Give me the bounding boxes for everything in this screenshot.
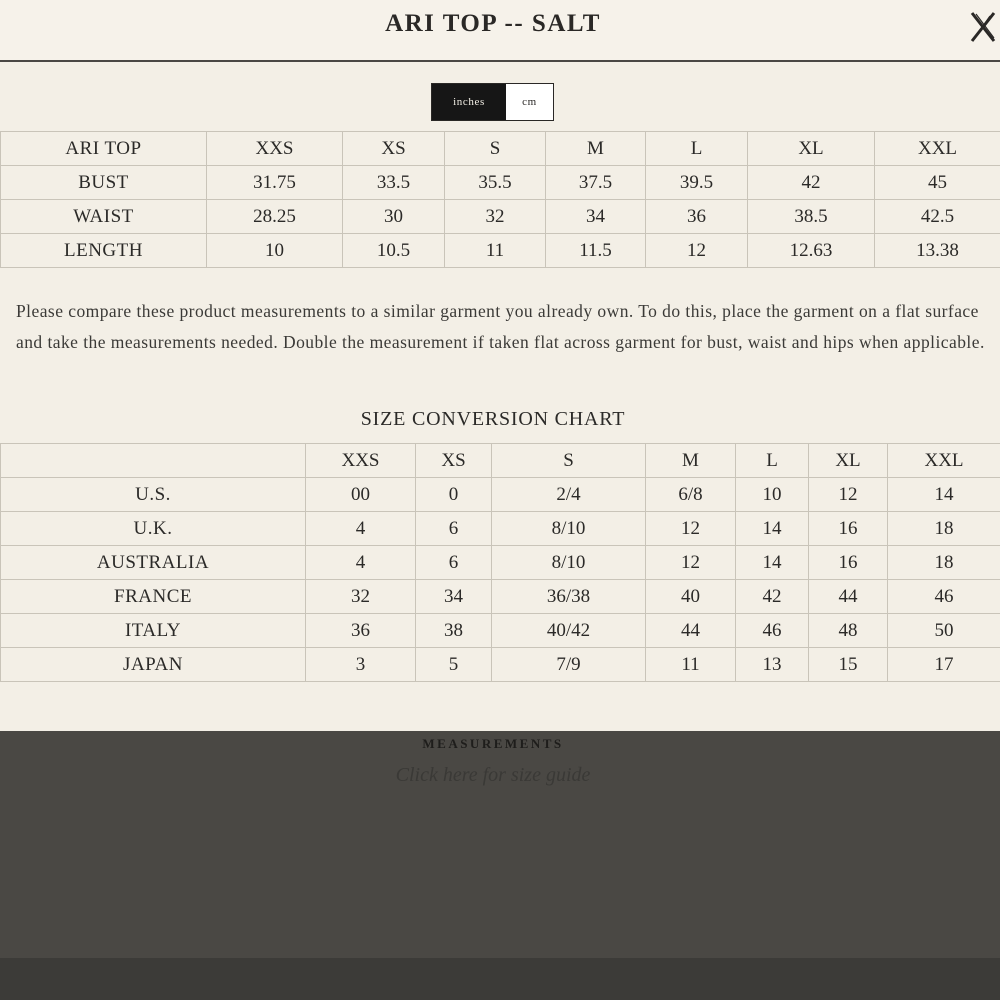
table-cell: 32 [306, 580, 416, 614]
table-cell: 10 [207, 234, 343, 268]
table-cell: 12 [646, 234, 748, 268]
row-label: BUST [1, 166, 207, 200]
table-cell: 14 [736, 512, 809, 546]
table-cell: 4 [306, 512, 416, 546]
table-cell: 16 [809, 512, 888, 546]
row-label: AUSTRALIA [1, 546, 306, 580]
size-header: XS [343, 132, 445, 166]
table-cell: 6/8 [646, 478, 736, 512]
table-cell: 0 [416, 478, 492, 512]
table-cell: 12 [809, 478, 888, 512]
table-cell: 6 [416, 512, 492, 546]
table-row [1, 614, 1000, 648]
table-row [1, 580, 1000, 614]
table-cell: 46 [736, 614, 809, 648]
size-header: L [646, 132, 748, 166]
table-cell: 34 [416, 580, 492, 614]
row-label: LENGTH [1, 234, 207, 268]
table-row [1, 512, 1000, 546]
table-cell: 11 [445, 234, 546, 268]
table-cell: 7/9 [492, 648, 646, 682]
table-cell: 11.5 [546, 234, 646, 268]
table-cell: 18 [888, 512, 1000, 546]
table-cell: 6 [416, 546, 492, 580]
table-cell: 4 [306, 546, 416, 580]
table-cell: 42 [736, 580, 809, 614]
table-cell: 37.5 [546, 166, 646, 200]
unit-toggle [431, 83, 554, 121]
table-cell: 34 [546, 200, 646, 234]
size-header: S [445, 132, 546, 166]
table-row [1, 648, 1000, 682]
row-label: U.K. [1, 512, 306, 546]
table-cell: 44 [809, 580, 888, 614]
table-cell: 13.38 [875, 234, 1000, 268]
size-header: L [736, 444, 809, 478]
table-cell: 10 [736, 478, 809, 512]
table-cell: 48 [809, 614, 888, 648]
modal-title: ARI TOP -- SALT [385, 10, 601, 37]
table-row [1, 166, 1000, 200]
table-cell: 11 [646, 648, 736, 682]
table-cell: 30 [343, 200, 445, 234]
measurement-instructions: Please compare these product measurements to a similar garment you already own. To do this, place the garment on a flat surface and take the measurements needed. Double the measurement if taken flat across garment for bust, waist and hips when applicable. [16, 301, 985, 352]
table-cell: 50 [888, 614, 1000, 648]
size-header: XL [809, 444, 888, 478]
table-cell: 40 [646, 580, 736, 614]
table-cell: 28.25 [207, 200, 343, 234]
table-cell: 18 [888, 546, 1000, 580]
row-label: U.S. [1, 478, 306, 512]
table-cell: 14 [888, 478, 1000, 512]
table-cell: 39.5 [646, 166, 748, 200]
table-cell: 15 [809, 648, 888, 682]
table-cell: 42.5 [875, 200, 1000, 234]
table-cell: 46 [888, 580, 1000, 614]
unit-cm-button[interactable]: cm [506, 84, 553, 120]
size-header: XL [748, 132, 875, 166]
table-header-row [1, 444, 1000, 478]
table-cell: 32 [445, 200, 546, 234]
row-label: ITALY [1, 614, 306, 648]
table-cell: 12 [646, 546, 736, 580]
size-guide-link[interactable]: Click here for size guide [395, 764, 591, 786]
table-cell: 36/38 [492, 580, 646, 614]
table-header-row [1, 132, 1000, 166]
row-label: FRANCE [1, 580, 306, 614]
table-cell: 35.5 [445, 166, 546, 200]
table-cell: 8/10 [492, 512, 646, 546]
table-cell: 31.75 [207, 166, 343, 200]
table-cell: 13 [736, 648, 809, 682]
size-header: XXL [875, 132, 1000, 166]
table-cell: 2/4 [492, 478, 646, 512]
table-cell: 10.5 [343, 234, 445, 268]
modal-header [0, 0, 1000, 62]
table-cell: 12.63 [748, 234, 875, 268]
conversion-chart-title: SIZE CONVERSION CHART [360, 408, 626, 430]
table-cell: 36 [646, 200, 748, 234]
unit-inches-button[interactable]: inches [432, 84, 506, 120]
measurements-table [0, 131, 1000, 268]
page-footer-strip [0, 958, 1000, 1000]
size-header: XXS [207, 132, 343, 166]
size-header: S [492, 444, 646, 478]
table-cell: 44 [646, 614, 736, 648]
table-cell: 38.5 [748, 200, 875, 234]
size-header: M [546, 132, 646, 166]
row-label: WAIST [1, 200, 207, 234]
table-cell: 5 [416, 648, 492, 682]
row-label: JAPAN [1, 648, 306, 682]
table-cell: 38 [416, 614, 492, 648]
close-button[interactable] [968, 10, 998, 44]
table-cell: 40/42 [492, 614, 646, 648]
size-header: XXL [888, 444, 1000, 478]
table-row [1, 478, 1000, 512]
table-cell: 17 [888, 648, 1000, 682]
table-cell: 42 [748, 166, 875, 200]
table-cell: 14 [736, 546, 809, 580]
table-cell: 36 [306, 614, 416, 648]
table-cell: 33.5 [343, 166, 445, 200]
table-cell: 00 [306, 478, 416, 512]
table-corner-label [1, 444, 306, 478]
size-header: XS [416, 444, 492, 478]
size-header: M [646, 444, 736, 478]
measurements-heading: MEASUREMENTS [422, 736, 564, 751]
table-cell: 8/10 [492, 546, 646, 580]
table-cell: 12 [646, 512, 736, 546]
size-header: XXS [306, 444, 416, 478]
close-x-icon [968, 10, 998, 44]
table-cell: 45 [875, 166, 1000, 200]
size-conversion-table [0, 443, 1000, 682]
table-cell: 16 [809, 546, 888, 580]
table-corner-label: ARI TOP [1, 132, 207, 166]
table-row [1, 234, 1000, 268]
table-row [1, 200, 1000, 234]
table-cell: 3 [306, 648, 416, 682]
table-row [1, 546, 1000, 580]
